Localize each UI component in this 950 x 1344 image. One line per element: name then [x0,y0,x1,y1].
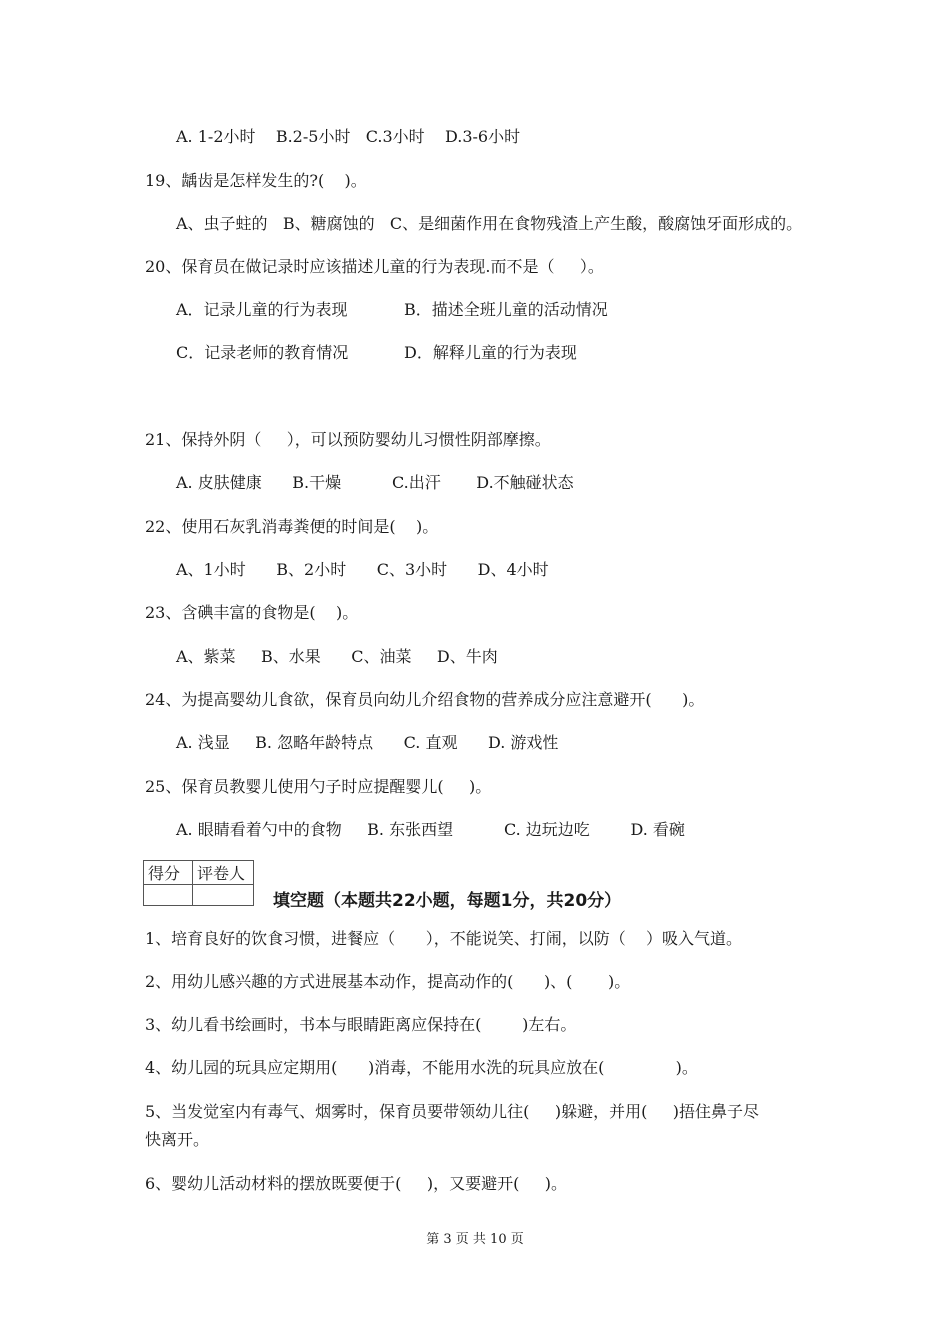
fill-q3: 3、幼儿看书绘画时，书本与眼睛距离应保持在( )左右。 [145,1015,577,1034]
q19-stem: 19、龋齿是怎样发生的?( )。 [145,171,367,190]
section-title: 填空题（本题共22小题，每题1分，共20分） [273,891,622,911]
q22-stem: 22、使用石灰乳消毒粪便的时间是( )。 [145,517,439,536]
fill-q1: 1、培育良好的饮食习惯，进餐应（ ），不能说笑、打闹，以防（ ）吸入气道。 [145,929,743,948]
fill-q5-line1: 5、当发觉室内有毒气、烟雾时，保育员要带领幼儿往( )躲避，并用( )捂住鼻子尽 [145,1102,760,1121]
q20-option-d: D．解释儿童的行为表现 [404,343,577,362]
score-label: 得分 [144,861,193,885]
grader-label: 评卷人 [193,861,254,885]
q18-options: A. 1-2小时 B.2-5小时 C.3小时 D.3-6小时 [176,127,521,146]
q21-options: A. 皮肤健康 B.干燥 C.出汗 D.不触碰状态 [176,473,574,492]
fill-q2: 2、用幼儿感兴趣的方式进展基本动作，提高动作的( )、( )。 [145,972,631,991]
fill-q4: 4、幼儿园的玩具应定期用( )消毒，不能用水洗的玩具应放在( )。 [145,1058,698,1077]
fill-q6: 6、婴幼儿活动材料的摆放既要便于( )，又要避开( )。 [145,1174,568,1193]
fill-q5-line2: 快离开。 [145,1130,210,1149]
q20-option-a: A．记录儿童的行为表现 [176,300,348,319]
q24-stem: 24、为提高婴幼儿食欲，保育员向幼儿介绍食物的营养成分应注意避开( )。 [145,690,705,709]
q25-stem: 25、保育员教婴儿使用勺子时应提醒婴儿( )。 [145,777,492,796]
q19-options: A、虫子蛀的 B、糖腐蚀的 C、是细菌作用在食物残渣上产生酸，酸腐蚀牙面形成的。 [176,214,803,233]
q20-option-c: C．记录老师的教育情况 [176,343,349,362]
q21-stem: 21、保持外阴（ ），可以预防婴幼儿习惯性阴部摩擦。 [145,430,551,449]
q25-options: A. 眼睛看着勺中的食物 B. 东张西望 C. 边玩边吃 D. 看碗 [176,820,685,839]
q20-stem: 20、保育员在做记录时应该描述儿童的行为表现.而不是（ ）。 [145,257,604,276]
q22-options: A、1小时 B、2小时 C、3小时 D、4小时 [176,560,549,579]
q23-stem: 23、含碘丰富的食物是( )。 [145,603,359,622]
q23-options: A、紫菜 B、水果 C、油菜 D、牛肉 [176,647,498,666]
grader-cell [193,885,254,906]
page-footer: 第 3 页 共 10 页 [426,1232,524,1247]
q24-options: A. 浅显 B. 忽略年龄特点 C. 直观 D. 游戏性 [176,733,559,752]
score-box [143,860,254,906]
score-cell [144,885,193,906]
q20-option-b: B．描述全班儿童的活动情况 [404,300,608,319]
